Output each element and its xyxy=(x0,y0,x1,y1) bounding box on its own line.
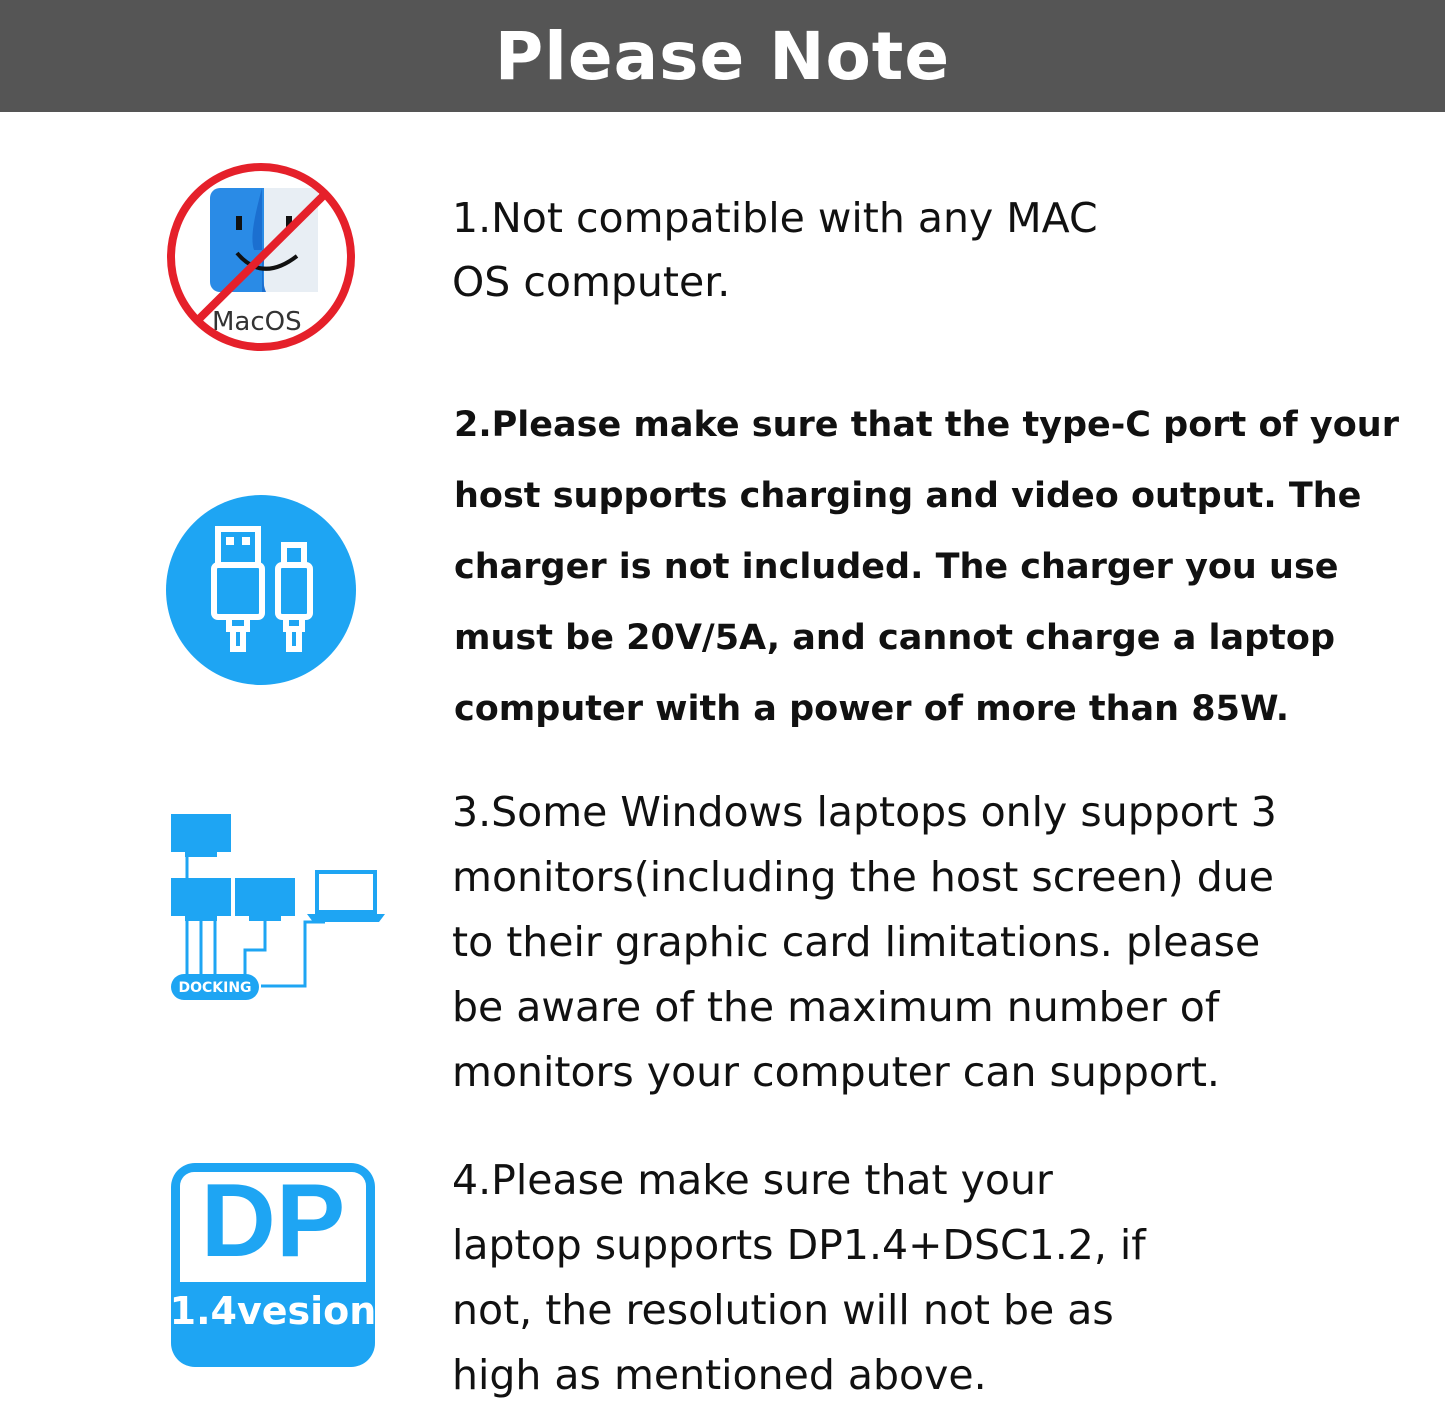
usb-cable-icon xyxy=(166,495,356,685)
docking-label: DOCKING xyxy=(178,980,252,996)
note-line: charger is not included. The charger you use xyxy=(454,547,1339,587)
note-typec-charging xyxy=(454,390,1399,745)
macos-prohibited-icon xyxy=(162,158,360,356)
note-line: computer with a power of more than 85W. xyxy=(454,689,1290,729)
displayport-icon xyxy=(168,1160,378,1370)
note-line: laptop supports DP1.4+DSC1.2, if xyxy=(452,1221,1146,1269)
note-line: not, the resolution will not be as xyxy=(452,1286,1114,1334)
header-bar xyxy=(0,0,1445,112)
note-line: 1.Not compatible with any MAC xyxy=(452,194,1098,242)
note-line: must be 20V/5A, and cannot charge a laptop xyxy=(454,618,1336,658)
note-line: monitors your computer can support. xyxy=(452,1048,1220,1096)
note-dp-support xyxy=(452,1148,1382,1408)
note-line: high as mentioned above. xyxy=(452,1351,987,1399)
note-line: host supports charging and video output. The xyxy=(454,476,1362,516)
note-line: be aware of the maximum number of xyxy=(452,983,1220,1031)
dp-label: DP xyxy=(200,1163,346,1279)
note-monitor-limit xyxy=(452,780,1382,1105)
note-line: 4.Please make sure that your xyxy=(452,1156,1053,1204)
note-line: monitors(including the host screen) due xyxy=(452,853,1274,901)
macos-label: MacOS xyxy=(212,307,302,337)
page-title: Please Note xyxy=(494,17,951,95)
note-line: to their graphic card limitations. please xyxy=(452,918,1261,966)
note-line: 3.Some Windows laptops only support 3 xyxy=(452,788,1277,836)
dp-version-label: 1.4vesion xyxy=(169,1289,377,1333)
note-mac-compatibility xyxy=(452,186,1382,314)
note-line: 2.Please make sure that the type-C port of your xyxy=(454,405,1399,445)
note-line: OS computer. xyxy=(452,258,731,306)
docking-monitors-icon xyxy=(165,810,387,1002)
